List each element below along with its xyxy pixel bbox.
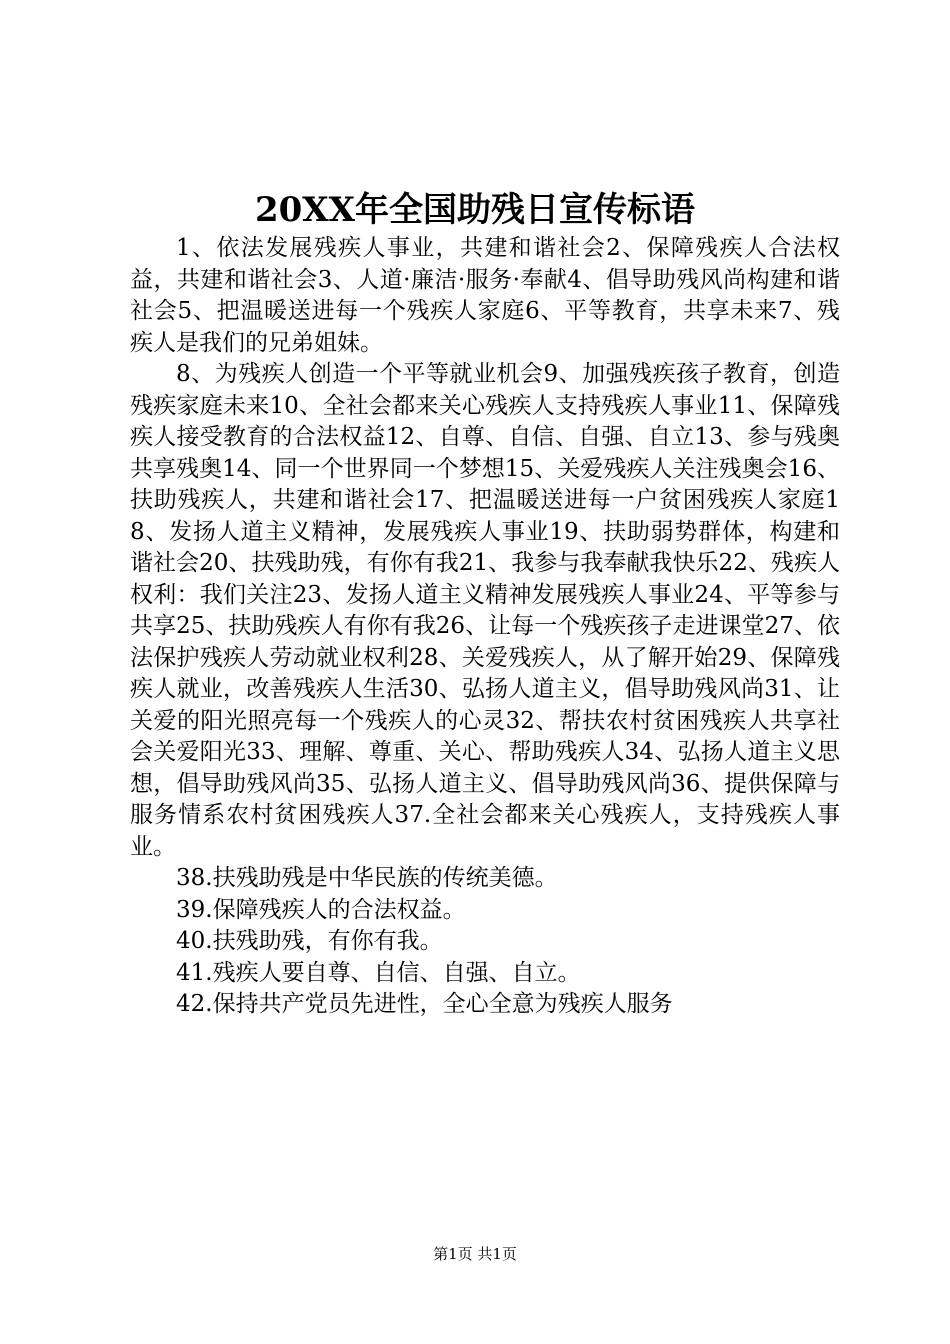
document-body <box>130 233 840 1021</box>
paragraph-slogans-1-7: 1、依法发展残疾人事业，共建和谐社会2、保障残疾人合法权益，共建和谐社会3、人道·廉洁·服务·奉献4、倡导助残风尚构建和谐社会5、把温暖送进每一个残疾人家庭6、平等教育，共享未来7、残疾人是我们的兄弟姐妹。 <box>130 235 840 356</box>
page-number-footer: 第1页 共1页 <box>433 1245 517 1263</box>
paragraph-slogan-38: 38.扶残助残是中华民族的传统美德。 <box>176 865 558 891</box>
paragraph-slogan-40: 40.扶残助残，有你有我。 <box>176 928 443 954</box>
paragraph-slogan-41: 41.残疾人要自尊、自信、自强、自立。 <box>176 959 581 986</box>
document-title: 20XX年全国助残日宣传标语 <box>254 190 696 230</box>
paragraph-slogan-42: 42.保持共产党员先进性，全心全意为残疾人服务 <box>176 991 673 1017</box>
paragraph-slogans-8-37: 8、为残疾人创造一个平等就业机会9、加强残疾孩子教育，创造残疾家庭未来10、全社会都来关心残疾人支持残疾人事业11、保障残疾人接受教育的合法权益12、自尊、自信、自强、自立13、参与残奥共享残奥14、同一个世界同一个梦想15、关爱残疾人关注残奥会16、扶助残疾人，共建和谐社会17、把温暖送进每一户贫困残疾人家庭18、发扬人道主义精神，发展残疾人事业19、扶助弱势群体，构建和谐社会20、扶残助残，有你有我21、我参与我奉献我快乐22、残疾人权利：我们关注23、发扬人道主义精神发展残疾人事业24、平等参与共享25、扶助残疾人有你有我26、让每一个残疾孩子走进课堂27、依法保护残疾人劳动就业权利28、关爱残疾人，从了解开始29、保障残疾人就业，改善残疾人生活30、弘扬人道主义，倡导助残风尚31、让关爱的阳光照亮每一个残疾人的心灵32、帮扶农村贫困残疾人共享社会关爱阳光33、理解、尊重、关心、帮助残疾人34、弘扬人道主义思想，倡导助残风尚35、弘扬人道主义、倡导助残风尚36、提供保障与服务情系农村贫困残疾人37.全社会都来关心残疾人，支持残疾人事业。 <box>130 361 840 860</box>
paragraph-slogan-39: 39.保障残疾人的合法权益。 <box>176 896 466 923</box>
